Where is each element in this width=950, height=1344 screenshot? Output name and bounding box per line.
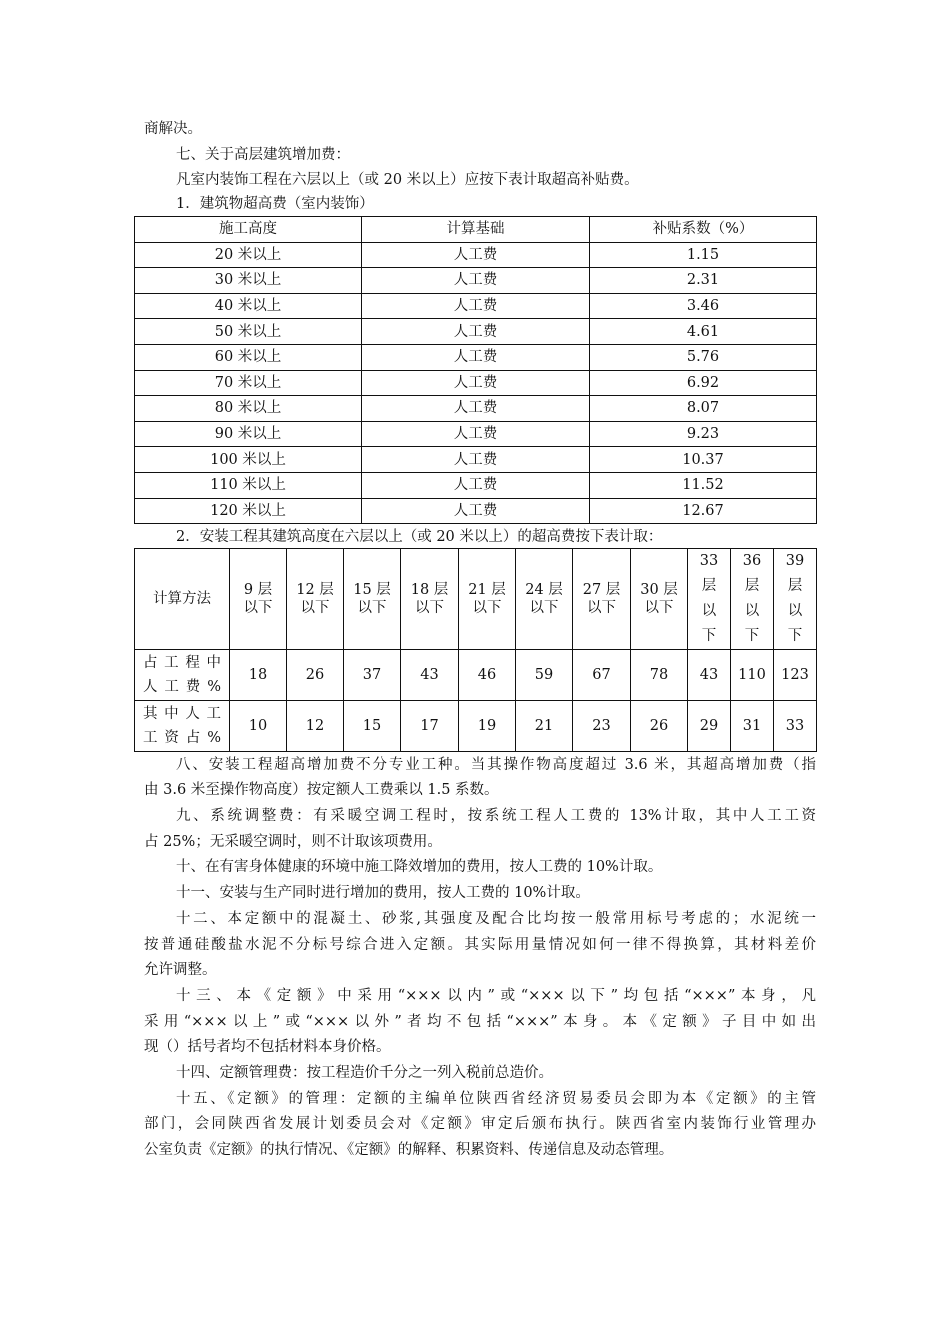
header-line: 层 — [744, 578, 760, 594]
table-cell: 90 米以上 — [135, 421, 362, 447]
table1-caption: 1．建筑物超高费（室内装饰） — [176, 196, 374, 212]
table-cell: 110 米以上 — [135, 472, 362, 498]
table-header-row — [135, 217, 817, 243]
header-line: 下 — [744, 628, 760, 644]
paragraph-9: 九、系统调整费：有采暖空调工程时，按系统工程人工费的 13%计取，其中人工工资 — [176, 808, 816, 824]
paragraph-13-cont: 采用“×××以上”或“×××以外”者均不包括“×××”本身。本《定额》子目中如出 — [144, 1014, 816, 1030]
paragraph-10: 十、在有害身体健康的环境中施工降效增加的费用，按人工费的 10%计取。 — [176, 859, 663, 875]
header-line: 12 层 — [296, 582, 334, 598]
table-cell: 59 — [516, 650, 573, 701]
table2-caption: 2．安装工程其建筑高度在六层以上（或 20 米以上）的超高费按下表计取： — [176, 529, 663, 545]
table-header — [459, 549, 516, 650]
table-cell: 43 — [688, 650, 731, 701]
paragraph-13: 十三、本《定额》中采用“×××以内”或“×××以下”均包括“×××”本身，凡 — [176, 988, 816, 1004]
table-header — [731, 549, 774, 650]
table-cell: 100 米以上 — [135, 447, 362, 473]
paragraph-9-cont: 占 25%；无采暖空调时，则不计取该项费用。 — [144, 834, 442, 850]
header-line: 以 — [744, 603, 760, 619]
table-cell: 33 — [774, 701, 817, 752]
table-header — [774, 549, 817, 650]
table-cell: 18 — [230, 650, 287, 701]
table-cell: 80 米以上 — [135, 396, 362, 422]
table-cell: 人工费 — [362, 396, 590, 422]
paragraph-14: 十四、定额管理费：按工程造价千分之一列入税前总造价。 — [176, 1065, 553, 1081]
table-row — [135, 293, 817, 319]
table-cell: 人工费 — [362, 421, 590, 447]
table-cell: 12 — [287, 701, 344, 752]
table-cell: 2.31 — [590, 268, 817, 294]
table-cell: 11.52 — [590, 472, 817, 498]
table-cell: 37 — [344, 650, 401, 701]
table-cell: 15 — [344, 701, 401, 752]
table-corner-header: 计算方法 — [135, 549, 230, 650]
table-row — [135, 650, 817, 701]
table-cell: 人工费 — [362, 319, 590, 345]
header-line: 24 层 — [525, 582, 563, 598]
paragraph-12-cont: 按普通硅酸盐水泥不分标号综合进入定额。其实际用量情况如何一律不得换算，其材料差价 — [144, 937, 816, 953]
table-cell: 10 — [230, 701, 287, 752]
table-cell: 123 — [774, 650, 817, 701]
label-line: 人工费% — [143, 679, 221, 695]
header-line: 下 — [701, 628, 717, 644]
table-cell: 43 — [401, 650, 459, 701]
header-line: 以下 — [357, 600, 387, 616]
table-cell: 110 — [731, 650, 774, 701]
header-line: 9 层 — [243, 582, 273, 598]
table-row — [135, 498, 817, 524]
paragraph-11: 十一、安装与生产同时进行增加的费用，按人工费的 10%计取。 — [176, 885, 590, 901]
table-cell: 1.15 — [590, 242, 817, 268]
paragraph-8: 八、安装工程超高增加费不分专业工种。当其操作物高度超过 3.6 米，其超高增加费（指 — [176, 757, 816, 773]
table-cell: 19 — [459, 701, 516, 752]
row-label — [135, 650, 230, 701]
table-cell: 人工费 — [362, 344, 590, 370]
header-line: 层 — [701, 578, 717, 594]
header-line: 层 — [787, 578, 803, 594]
table-cell: 21 — [516, 701, 573, 752]
table-header: 计算基础 — [362, 217, 590, 243]
paragraph-15-cont: 公室负责《定额》的执行情况、《定额》的解释、积累资料、传递信息及动态管理。 — [144, 1142, 674, 1158]
header-line: 下 — [787, 628, 803, 644]
header-line: 36 — [742, 553, 762, 569]
table-cell: 8.07 — [590, 396, 817, 422]
table-cell: 9.23 — [590, 421, 817, 447]
header-line: 以下 — [644, 600, 674, 616]
table-row — [135, 447, 817, 473]
table-cell: 3.46 — [590, 293, 817, 319]
header-line: 39 — [785, 553, 805, 569]
paragraph-12: 十二、本定额中的混凝土、砂浆,其强度及配合比均按一般常用标号考虑的；水泥统一 — [176, 911, 816, 927]
table-header — [287, 549, 344, 650]
table-cell: 人工费 — [362, 293, 590, 319]
table-row — [135, 396, 817, 422]
paragraph-8-cont: 由 3.6 米至操作物高度）按定额人工费乘以 1.5 系数。 — [144, 782, 499, 798]
table-cell: 40 米以上 — [135, 293, 362, 319]
row-label — [135, 701, 230, 752]
header-line: 18 层 — [410, 582, 449, 598]
table-cell: 67 — [573, 650, 631, 701]
header-line: 以下 — [415, 600, 444, 616]
header-line: 33 — [699, 553, 719, 569]
table-cell: 50 米以上 — [135, 319, 362, 345]
table-row — [135, 268, 817, 294]
table-cell: 4.61 — [590, 319, 817, 345]
header-line: 21 层 — [468, 582, 506, 598]
table-cell: 12.67 — [590, 498, 817, 524]
header-line: 以 — [701, 603, 717, 619]
table-header — [401, 549, 459, 650]
table-cell: 6.92 — [590, 370, 817, 396]
table-cell: 46 — [459, 650, 516, 701]
table-cell: 78 — [631, 650, 688, 701]
paragraph-12-cont: 允许调整。 — [144, 962, 217, 978]
header-line: 以下 — [243, 600, 273, 616]
table-cell: 29 — [688, 701, 731, 752]
header-line: 15 层 — [353, 582, 391, 598]
table-cell: 人工费 — [362, 498, 590, 524]
paragraph-15-cont: 部门，会同陕西省发展计划委员会对《定额》审定后颁布执行。陕西省室内装饰行业管理办 — [144, 1116, 816, 1132]
table-cell: 人工费 — [362, 370, 590, 396]
table-header — [344, 549, 401, 650]
table-cell: 17 — [401, 701, 459, 752]
table-cell: 30 米以上 — [135, 268, 362, 294]
table-cell: 120 米以上 — [135, 498, 362, 524]
table-header — [230, 549, 287, 650]
table-header — [516, 549, 573, 650]
table-cell: 人工费 — [362, 472, 590, 498]
table-row — [135, 701, 817, 752]
table-row — [135, 421, 817, 447]
table-header — [573, 549, 631, 650]
table-row — [135, 344, 817, 370]
table-row — [135, 370, 817, 396]
table-header: 补贴系数（%） — [590, 217, 817, 243]
table-row — [135, 242, 817, 268]
paragraph-15: 十五、《定额》的管理：定额的主编单位陕西省经济贸易委员会即为本《定额》的主管 — [176, 1091, 816, 1107]
installation-fee-table — [134, 548, 817, 752]
table-cell: 5.76 — [590, 344, 817, 370]
header-line: 以下 — [529, 600, 559, 616]
table-header — [631, 549, 688, 650]
header-line: 以 — [787, 603, 803, 619]
table-cell: 人工费 — [362, 268, 590, 294]
table-cell: 31 — [731, 701, 774, 752]
table-header — [688, 549, 731, 650]
table-cell: 人工费 — [362, 447, 590, 473]
table-cell: 60 米以上 — [135, 344, 362, 370]
label-line: 其中人工 — [143, 706, 221, 722]
table-cell: 26 — [287, 650, 344, 701]
table-row — [135, 472, 817, 498]
header-line: 27 层 — [582, 582, 621, 598]
header-line: 30 层 — [640, 582, 678, 598]
section-heading-7: 七、关于高层建筑增加费： — [176, 147, 350, 163]
paragraph-continuation: 商解决。 — [144, 121, 202, 137]
table-cell: 10.37 — [590, 447, 817, 473]
table-cell: 23 — [573, 701, 631, 752]
table-header: 施工高度 — [135, 217, 362, 243]
header-line: 以下 — [587, 600, 616, 616]
table-cell: 70 米以上 — [135, 370, 362, 396]
table-header-row — [135, 549, 817, 650]
header-line: 以下 — [300, 600, 330, 616]
table-cell: 20 米以上 — [135, 242, 362, 268]
table-cell: 26 — [631, 701, 688, 752]
table-cell: 人工费 — [362, 242, 590, 268]
paragraph-13-cont: 现（）括号者均不包括材料本身价格。 — [144, 1039, 391, 1055]
label-line: 工资占% — [143, 730, 221, 746]
header-line: 以下 — [472, 600, 502, 616]
high-rise-fee-table — [134, 216, 817, 524]
paragraph: 凡室内装饰工程在六层以上（或 20 米以上）应按下表计取超高补贴费。 — [176, 172, 639, 188]
label-line: 占工程中 — [143, 655, 221, 671]
table-row — [135, 319, 817, 345]
